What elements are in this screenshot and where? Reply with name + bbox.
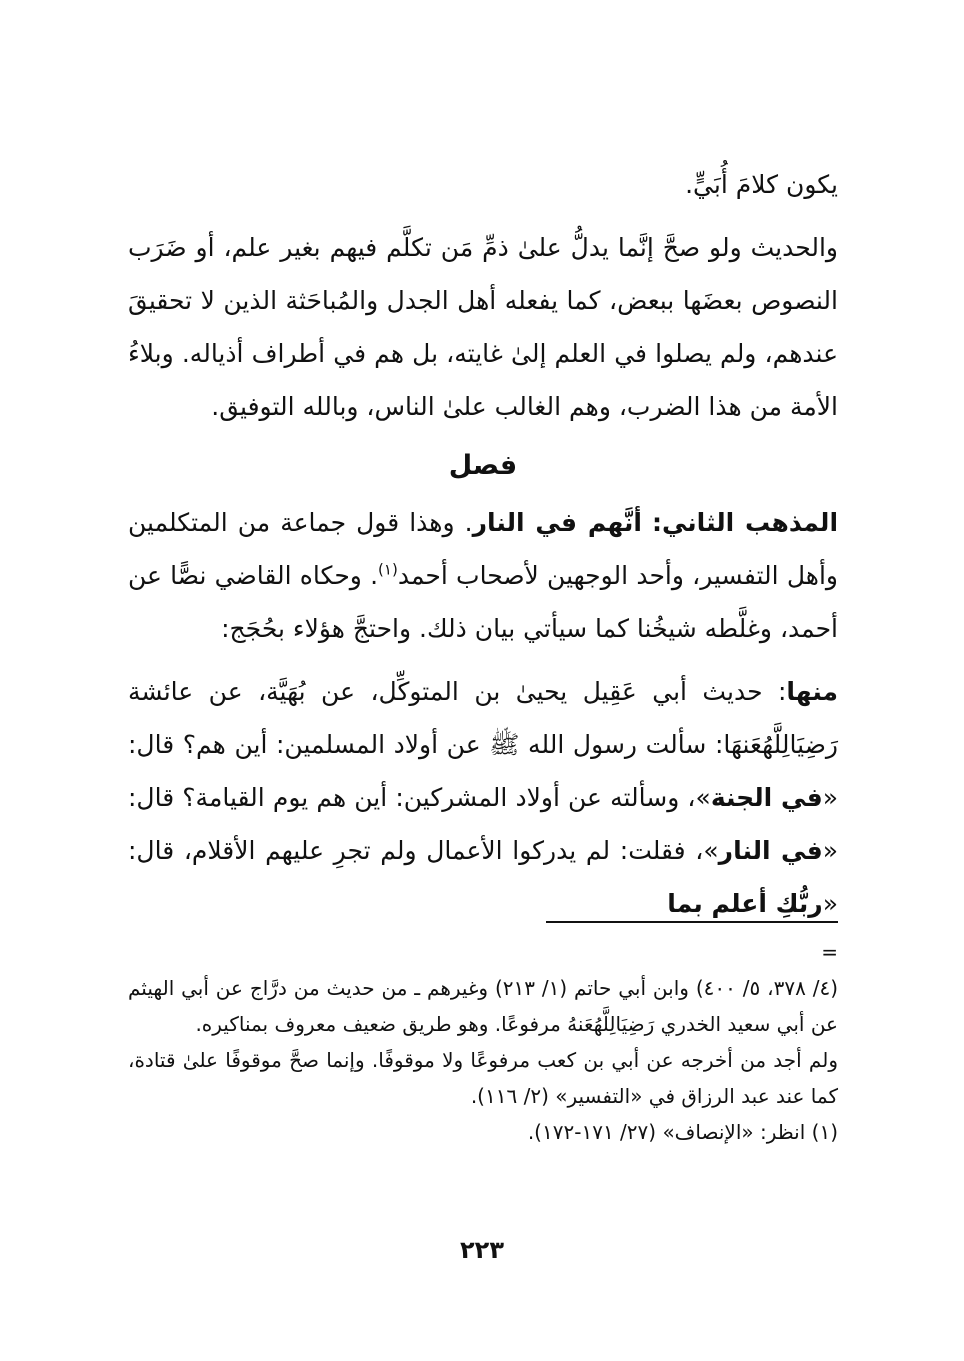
main-text-block — [128, 158, 838, 930]
opinion-label: المذهب الثاني: — [652, 508, 839, 537]
opinion-thesis: أنَّهم في النار — [472, 508, 642, 537]
paragraph-evidence — [128, 665, 838, 930]
footnotes-block — [128, 934, 838, 1150]
quote-paradise: في الجنة — [710, 783, 823, 812]
evidence-text-a: : حديث أبي عَقِيل يحيىٰ بن المتوكِّل، عن بُهَيَّة، عن عائشة رَضِيَالِلَّهُعَنهَا: سألت رسول الله ﷺ عن أولاد المسلمين: أين هم؟ قال: « — [128, 677, 838, 812]
opinion-text-a: . وهذا قول جماعة من المتكلمين وأهل التفسير، وأحد الوجهين لأصحاب أحمد — [128, 508, 838, 590]
footnote-continuation-mark: = — [821, 940, 838, 964]
footnote-note: ولم أجد من أخرجه عن أبي بن كعب مرفوعًا ولا موقوفًا. وإنما صحَّ موقوفًا علىٰ قتادة، كما عند عبد الرزاق في «التفسير» (٢/ ١١٦). — [128, 1048, 838, 1108]
footnote-continued: (٤/ ٣٧٨، ٥/ ٤٠٠) وابن أبي حاتم (١/ ٢١٣) وغيرهم ـ من حديث من درَّاج عن أبي الهيثم عن أبي سعيد الخدري رَضِيَالِلَّهُعَنهُ مرفوعًا. وهو طريق ضعيف معروف بمناكيره. — [128, 976, 838, 1036]
page-number: ٢٢٣ — [460, 1236, 504, 1264]
quote-fire: في النار — [718, 836, 823, 865]
evidence-text-b: »، وسألته عن أولاد المشركين: أين هم يوم القيامة؟ قال: « — [128, 783, 838, 865]
evidence-label: منها — [786, 677, 838, 706]
footnote-1: (١) انظر: «الإنصاف» (٢٧/ ١٧١-١٧٢). — [527, 1120, 838, 1144]
evidence-text-c: »، فقلت: لم يدركوا الأعمال ولم تجرِ عليهم الأقلام، قال: « — [128, 836, 838, 918]
quote-lord-knows: ربُّكِ أعلم بما — [667, 889, 823, 918]
paragraph-second-opinion — [128, 496, 838, 655]
footnote-marker: (١) — [378, 560, 398, 579]
opinion-text-b: . وحكاه القاضي نصًّا عن أحمد، وغلَّطه شيخُنا كما سيأتي بيان ذلك. واحتجَّ هؤلاء بحُجَج: — [128, 561, 838, 643]
footnote-separator — [546, 921, 838, 923]
paragraph-continuation: يكون كلامَ أُبَيٍّ. — [685, 170, 838, 199]
paragraph-hadith-commentary: والحديث ولو صحَّ إنَّما يدلُّ علىٰ ذمِّ مَن تكلَّم فيهم بغير علم، أو ضَرَب النصوص بعضَها ببعض، كما يفعله أهل الجدل والمُباحَثة الذين لا تحقيقَ عندهم، ولم يصلوا في العلم إلىٰ غايته، بل هم في أطراف أذياله. وبلاءُ الأمة من هذا الضرب، وهم الغالب علىٰ الناس، وبالله التوفيق. — [128, 233, 838, 421]
section-heading: فصل — [448, 450, 518, 481]
